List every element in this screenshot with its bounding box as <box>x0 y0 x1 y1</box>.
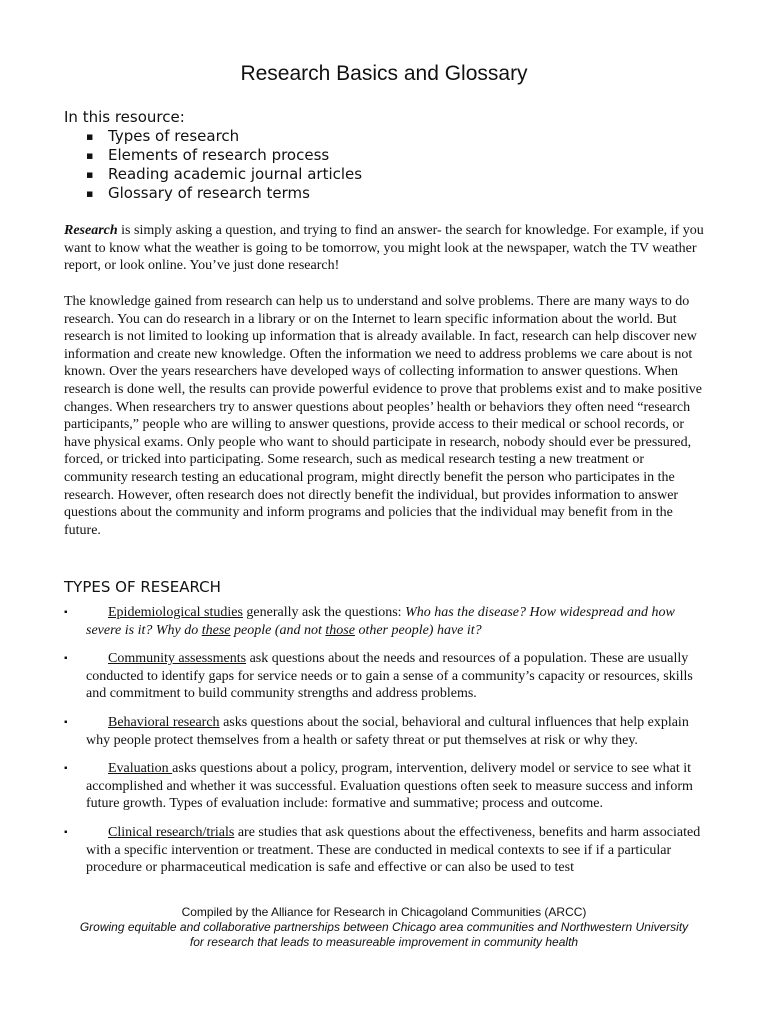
bullet-icon: ▪ <box>64 826 68 838</box>
resource-overview <box>64 108 704 203</box>
bullet-icon: ▪ <box>64 653 68 665</box>
term-epidemiological: Epidemiological studies <box>108 605 243 620</box>
resource-item: ▪ Elements of research process <box>86 146 330 164</box>
term-behavioral: Behavioral research <box>108 714 220 730</box>
type-item-clinical: ▪ Clinical research/trials are studies that ask questions about the effectiveness, benefits and harm associated with a specific intervention or treatment. These are conducted in medical contexts to see if if a particular procedure or pharmaceutical medication is safe and effective or can also be used to test <box>64 824 701 876</box>
resource-item: ▪ Reading academic journal articles <box>86 165 363 183</box>
bullet-icon: ▪ <box>64 763 68 775</box>
intro-paragraph <box>64 222 708 275</box>
bullet-icon: ▪ <box>86 149 94 162</box>
resource-item: ▪ Glossary of research terms <box>86 184 310 202</box>
bullet-icon: ▪ <box>86 130 94 143</box>
type-item-epidemiological: ▪ Epidemiological studies generally ask the questions: Who has the disease? How widespread and how severe is it? Why do these people (and not those other people) have it? <box>64 605 675 638</box>
bullet-icon: ▪ <box>64 607 68 618</box>
resource-list <box>64 127 704 203</box>
footer-tagline: Growing equitable and collaborative partnerships between Chicago area communities and Northwestern University <box>79 920 689 934</box>
footer-credit: Compiled by the Alliance for Research in Chicagoland Communities (ARCC) <box>181 905 587 919</box>
type-item-behavioral: ▪ Behavioral research asks questions about the social, behavioral and cultural influences that help explain why people protect themselves from a health or safety threat or put themselves at risk or why they. <box>64 714 689 748</box>
knowledge-paragraph: The knowledge gained from research can help us to understand and solve problems. There are many ways to do research. You can do research in a library or on the Internet to learn specific information about the world. But research is not limited to looking up information that is already available. In fact, research can help discover new information and create new knowledge. Often the information we need to address problems we care about is not known. Over the years researchers have developed ways of collecting information to answer questions. When research is done well, the results can provide powerful evidence to prove that problems exist and to make positive changes. When researchers try to answer questions about peoples’ health or behaviors they often need “research participants,” people who are willing to answer questions, provide access to their medical or school records, or have physical exams. Only people who want to should participate in research, nobody should ever be pressured, forced, or tricked into participating. Some research, such as medical research testing a new treatment or community research testing an educational program, might directly benefit the person who participates in the research. However, often research does not directly benefit the individual, but provides information to answer questions about the community and inform programs and policies that the individual may benefit from in the future. <box>64 294 702 538</box>
resource-heading: In this resource: <box>64 108 185 126</box>
term-clinical: Clinical research/trials <box>108 824 235 840</box>
intro-lead-term: Research <box>64 223 118 238</box>
types-heading: TYPES OF RESEARCH <box>64 578 221 596</box>
page-footer <box>0 905 768 950</box>
type-item-community: ▪ Community assessments ask questions about the needs and resources of a population. These are usually conducted to identify gaps for service needs or to gain a sense of a community’s capacity or resources, skills and commitment to build community strengths and address problems. <box>64 651 693 702</box>
resource-item: ▪ Types of research <box>86 127 240 145</box>
intro-text: is simply asking a question, and trying to find an answer- the search for knowledge. For example, if you want to know what the weather is going to be tomorrow, you might look at the newspaper, watch the TV weather report, or look online. You’ve just done research! <box>64 223 704 274</box>
term-evaluation: Evaluation <box>108 761 173 777</box>
bullet-icon: ▪ <box>64 716 68 728</box>
page-title: Research Basics and Glossary <box>240 62 528 85</box>
bullet-icon: ▪ <box>86 187 94 200</box>
footer-tagline-2: for research that leads to measureable improvement in community health <box>189 935 579 949</box>
type-item-evaluation: ▪ Evaluation asks questions about a policy, program, intervention, delivery model or service to see what it accomplished and whether it was successful. Evaluation questions often seek to measure success and inform future growth. Types of evaluation include: formative and summative; process and outcome. <box>64 761 693 812</box>
types-list <box>64 604 708 888</box>
bullet-icon: ▪ <box>86 168 94 181</box>
term-community: Community assessments <box>108 651 247 667</box>
